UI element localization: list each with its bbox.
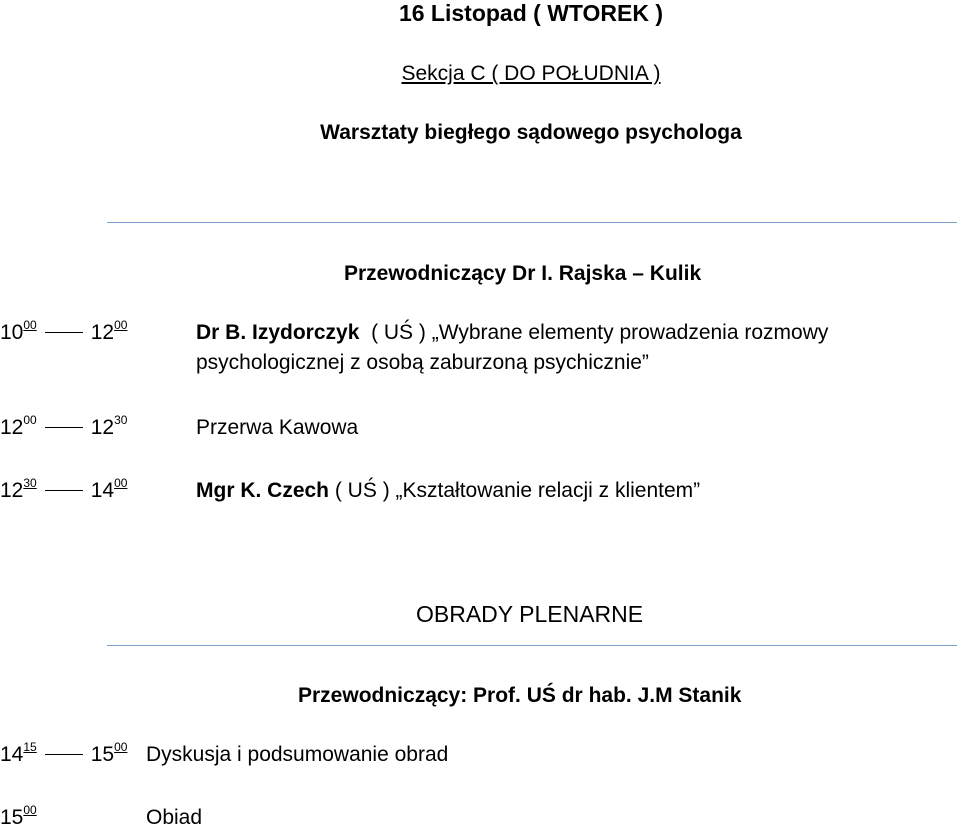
session-chair: Przewodniczący Dr I. Rajska – Kulik <box>344 262 702 285</box>
plenary-chair: Przewodniczący: Prof. UŚ dr hab. J.M Stanik <box>298 684 742 707</box>
time-slot-1: $10^{00}$ $12^{00}$ <box>0 318 128 344</box>
talk-topic: „Wybrane elementy prowadzenia rozmowy <box>431 321 829 344</box>
time-slot-4: $14^{15}$ $15^{00}$ <box>0 740 128 766</box>
workshop-title: Warsztaty biegłego sądowego psychologa <box>320 121 742 144</box>
affiliation: ( UŚ ) <box>334 479 390 502</box>
plenary-heading: OBRADY PLENARNE <box>416 601 644 627</box>
divider-line <box>107 222 957 223</box>
lunch-item: Obiad <box>146 806 203 829</box>
talk-1 <box>196 321 828 345</box>
talk-1-continued: psychologicznej z osobą zaburzoną psychicznie” <box>196 351 649 374</box>
talk-3 <box>196 479 700 503</box>
affiliation: ( UŚ ) <box>371 321 426 344</box>
section-heading: Sekcja C ( DO POŁUDNIA ) <box>401 62 661 85</box>
discussion-item: Dyskusja i podsumowanie obrad <box>146 743 449 766</box>
time-slot-2: $12^{00}$ $12^{30}$ <box>0 413 128 439</box>
time-slot-3: $12^{30}$ $14^{00}$ <box>0 476 128 502</box>
talk-topic: „Kształtowanie relacji z klientem” <box>395 479 701 502</box>
speaker-name: Dr B. Izydorczyk <box>196 321 360 344</box>
speaker-name: Mgr K. Czech <box>196 479 330 502</box>
coffee-break: Przerwa Kawowa <box>196 416 359 439</box>
page-title: 16 Listopad ( WTOREK ) <box>398 0 664 26</box>
divider-line <box>107 645 957 646</box>
time-slot-5: $15^{00}$ <box>0 803 37 829</box>
